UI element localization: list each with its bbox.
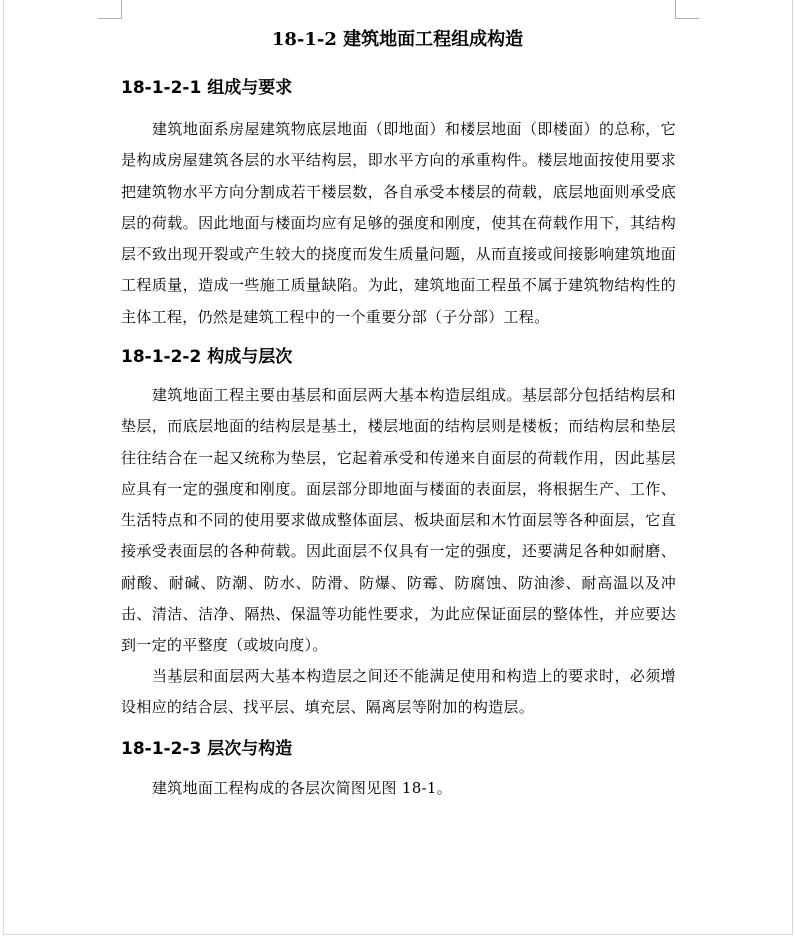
crop-mark-top-left-h [98,18,122,19]
paragraph-3-1: 建筑地面工程构成的各层次简图见图 18-1。 [152,779,453,797]
page-title: 18-1-2 建筑地面工程组成构造 [271,29,524,50]
crop-mark-top-right-h [675,18,699,19]
paragraph-2-2: 当基层和面层两大基本构造层之间还不能满足使用和构造上的要求时，必须增设相应的结合层、找平层、填充层、隔离层等附加的构造层。 [121,667,676,717]
paragraph-1-1: 建筑地面系房屋建筑物底层地面（即地面）和楼层地面（即楼面）的总称，它是构成房屋建筑各层的水平结构层，即水平方向的承重构件。楼层地面按使用要求把建筑物水平方向分割成若干楼层数，各自承受本楼层的荷载，底层地面则承受底层的荷载。因此地面与楼面均应有足够的强度和刚度，使其在荷载作用下，其结构层不致出现开裂或产生较大的挠度而发生质量问题，从而直接或间接影响建筑地面工程质量，造成一些施工质量缺陷。为此，建筑地面工程虽不属于建筑物结构性的主体工程，仍然是建筑工程中的一个重要分部（子分部）工程。 [121,120,676,326]
section-heading-2: 18-1-2-2 构成与层次 [121,347,293,367]
paragraph-2-1: 建筑地面工程主要由基层和面层两大基本构造层组成。基层部分包括结构层和垫层，而底层地面的结构层是基土，楼层地面的结构层则是楼板；而结构层和垫层往往结合在一起又统称为垫层，它起着承受和传递来自面层的荷载作用，因此基层应具有一定的强度和刚度。面层部分即地面与楼面的表面层，将根据生产、工作、生活特点和不同的使用要求做成整体面层、板块面层和木竹面层等各种面层，它直接承受表面层的各种荷载。因此面层不仅具有一定的强度，还要满足各种如耐磨、耐酸、耐碱、防潮、防水、防滑、防爆、防霉、防腐蚀、防油渗、耐高温以及冲击、清洁、洁净、隔热、保温等功能性要求，为此应保证面层的整体性，并应要达到一定的平整度（或坡向度）。 [121,386,676,655]
section-heading-1: 18-1-2-1 组成与要求 [121,78,293,98]
crop-mark-top-right-v [675,0,676,18]
crop-mark-top-left-v [121,0,122,18]
section-heading-3: 18-1-2-3 层次与构造 [121,739,293,759]
